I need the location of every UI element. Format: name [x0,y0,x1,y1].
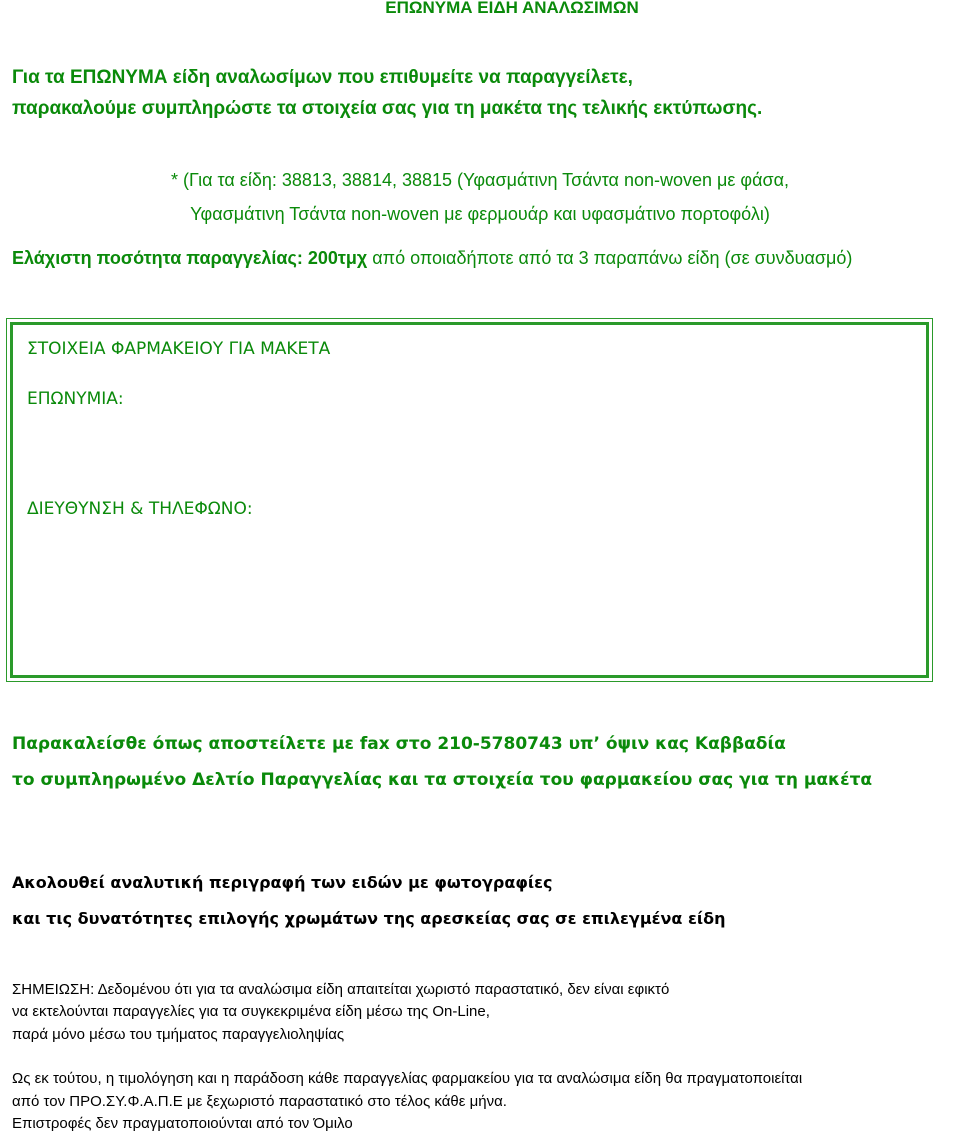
business-name-label: ΕΠΩΝΥΜΙΑ: [27,389,124,409]
billing-line-1: Ως εκ τούτου, η τιμολόγηση και η παράδοση κάθε παραγγελίας φαρμακείου για τα αναλώσιμα είδη θα πραγματοποιείται [12,1070,803,1087]
billing-line-3: Επιστροφές δεν πραγματοποιούνται από τον Όμιλο [12,1115,353,1132]
intro-line-2: παρακαλούμε συμπληρώστε τα στοιχεία σας για τη μακέτα της τελικής εκτύπωσης. [12,98,763,119]
description-line-1: Ακολουθεί αναλυτική περιγραφή των ειδών με φωτογραφίες [12,873,553,892]
description-line-2: και τις δυνατότητες επιλογής χρωμάτων της αρεσκείας σας σε επιλεγμένα είδη [12,909,726,928]
page-title: ΕΠΩΝΥΜΑ ΕΙΔΗ ΑΝΑΛΩΣΙΜΩΝ [385,0,639,17]
minimum-quantity-rest: από οποιαδήποτε από τα 3 παραπάνω είδη (σε συνδυασμό) [367,248,853,268]
remark-line-2: να εκτελούνται παραγγελίες για τα συγκεκριμένα είδη μέσω της On-Line, [12,1003,490,1020]
pharmacy-details-form-box[interactable] [10,322,929,678]
items-note-line-2: Υφασμάτινη Τσάντα non-woven με φερμουάρ και υφασμάτινο πορτοφόλι) [190,204,770,224]
remark-line-3: παρά μόνο μέσω του τμήματος παραγγελιοληψίας [12,1026,345,1043]
items-note-line-1: * (Για τα είδη: 38813, 38814, 38815 (Υφασμάτινη Τσάντα non-woven με φάσα, [170,170,789,190]
billing-line-2: από τον ΠΡΟ.ΣΥ.Φ.Α.Π.Ε με ξεχωριστό παραστατικό στο τέλος κάθε μήνα. [12,1093,507,1110]
fax-instruction-line-1: Παρακαλείσθε όπως αποστείλετε με fax στο 210-5780743 υπ’ όψιν κας Καββαδία [12,734,786,754]
address-phone-label: ΔΙΕΥΘΥΝΣΗ & ΤΗΛΕΦΩΝΟ: [27,499,253,519]
fax-instruction-line-2: το συμπληρωμένο Δελτίο Παραγγελίας και τα στοιχεία του φαρμακείου σας για τη μακέτα [12,770,873,790]
remark-line-1: ΣΗΜΕΙΩΣΗ: Δεδομένου ότι για τα αναλώσιμα είδη απαιτείται χωριστό παραστατικό, δεν είναι εφικτό [12,981,670,998]
minimum-quantity-bold: Ελάχιστη ποσότητα παραγγελίας: 200τμχ [12,248,368,268]
minimum-quantity-text [12,248,852,269]
form-heading: ΣΤΟΙΧΕΙΑ ΦΑΡΜΑΚΕΙΟΥ ΓΙΑ ΜΑΚΕΤΑ [27,339,331,359]
intro-line-1: Για τα ΕΠΩΝΥΜΑ είδη αναλωσίμων που επιθυμείτε να παραγγείλετε, [12,67,633,88]
